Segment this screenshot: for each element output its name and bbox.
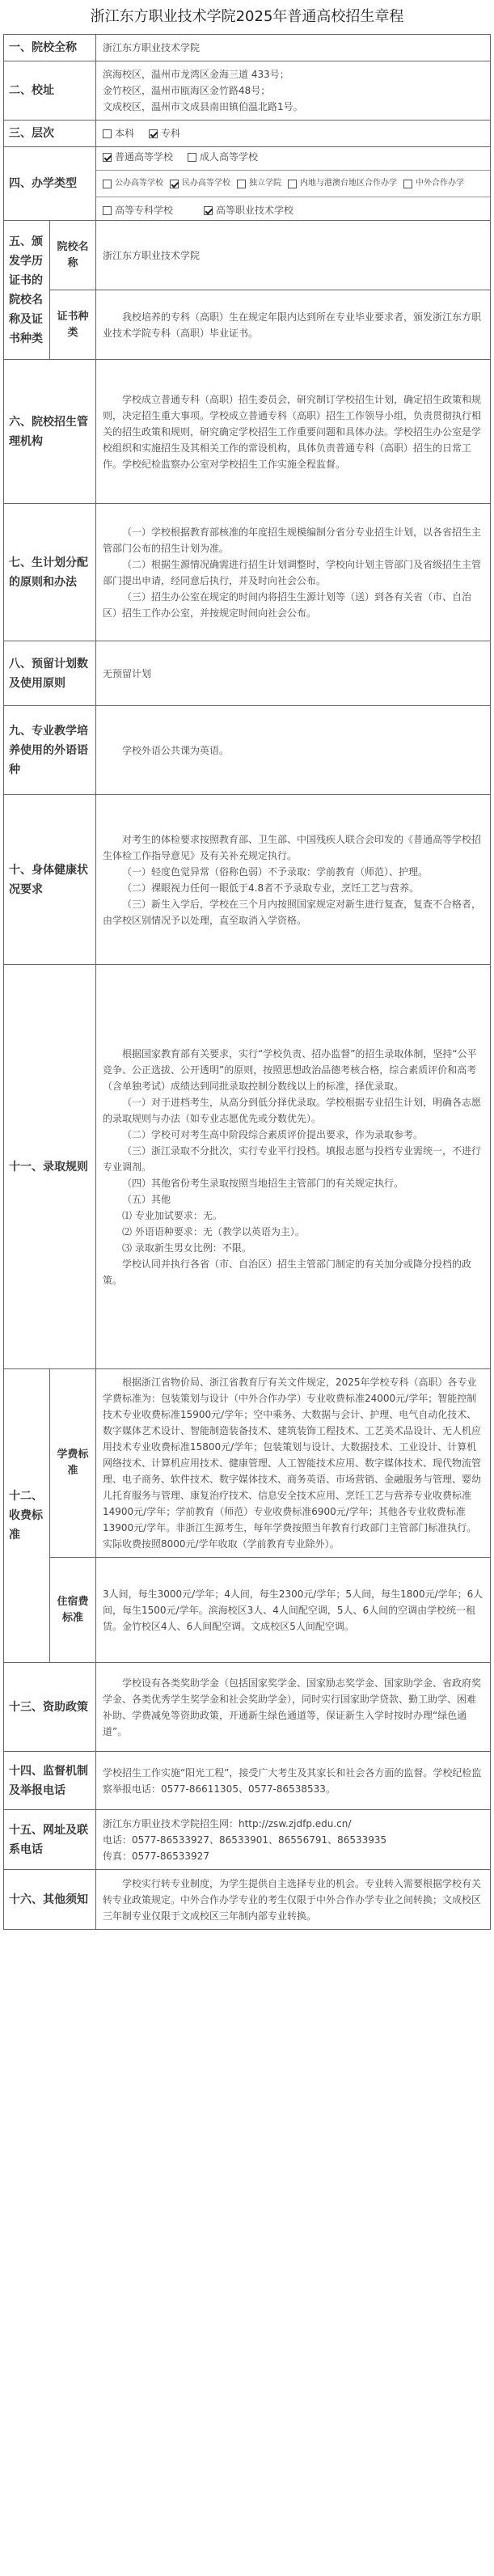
row-fees-lodging <box>4 1558 491 1663</box>
charter-table <box>3 34 491 1930</box>
checkbox-checked-icon <box>149 129 158 138</box>
label-plan: 七、生计划分配的原则和办法 <box>4 504 96 641</box>
label-type: 四、办学类型 <box>4 147 96 221</box>
label-level: 三、层次 <box>4 121 96 147</box>
row-cert-type <box>4 290 491 360</box>
row-level <box>4 121 491 147</box>
label-fees: 十二、收费标准 <box>4 1369 50 1663</box>
row-aid <box>4 1663 491 1752</box>
value-cert-type: 我校培养的专科（高职）生在规定年限内达到所在专业毕业要求者，颁发浙江东方职业技术学院专科（高职）毕业证书。 <box>96 290 491 360</box>
row-cert-name <box>4 221 491 290</box>
row-reserve <box>4 641 491 706</box>
value-supervision: 学校招生工作实施“阳光工程”，接受广大考生及其家长和社会各方面的监督。学校纪检监察举报电话：0577-86611305、0577-86538533。 <box>96 1752 491 1810</box>
checkbox-junior-college[interactable]: 专科 <box>149 125 180 142</box>
row-fees-tuition <box>4 1369 491 1558</box>
value-org: 学校成立普通专科（高职）招生委员会，研究制订学校招生计划，确定招生政策和规则，决定招生重大事项。学校成立普通专科（高职）招生工作领导小组，负责贯彻执行相关的招生政策和规则，研究确定学校招生工作重要问题和具体办法。学校招生办公室是学校组织和实施招生及其相关工作的常设机构，具体负责普通专科（高职）招生的日常工作。学校纪检监察办公室对学校招生工作实施全程监督。 <box>96 360 491 504</box>
row-school-name <box>4 35 491 61</box>
value-school-name: 浙江东方职业技术学院 <box>96 35 491 61</box>
value-plan: （一）学校根据教育部核准的年度招生规模编制分省分专业招生计划，以各省招生主管部门公布的招生计划为准。 （二）根据生源情况确需进行招生计划调整时，学校向计划主管部门及省级招生主管部门提出申请，经同意后执行，并及时向社会公布。 （三）招生办公室在规定的时间内将招生生源计划等（送）到各有关省（市、自治区）招生工作办公室，并按规定时间向社会公布。 <box>96 504 491 641</box>
label-health: 十、身体健康状况要求 <box>4 795 96 965</box>
checkbox-regular-hei[interactable]: 普通高等学校 <box>103 149 173 165</box>
row-health <box>4 795 491 965</box>
label-address: 二、校址 <box>4 61 96 121</box>
value-other: 学校实行转专业制度，为学生提供自主选择专业的机会。专业转入需要根据学校有关转专业政策规定。中外合作办学专业的考生仅限于中外合作办学专业之间转换；文成校区三年制专业仅限于文成校区三年制内部专业转换。 <box>96 1870 491 1930</box>
row-contact <box>4 1810 491 1870</box>
checkbox-sino-foreign[interactable]: 中外合作办学 <box>403 176 464 192</box>
address-line: 金竹校区，温州市瓯海区金竹路48号； <box>103 85 271 96</box>
checkbox-private[interactable]: 民办高等学校 <box>170 176 230 192</box>
label-lodging: 住宿费标准 <box>50 1558 96 1663</box>
label-cert-school: 院校名称 <box>50 221 96 290</box>
label-org: 六、院校招生管理机构 <box>4 360 96 504</box>
label-contact: 十五、网址及联系电话 <box>4 1810 96 1870</box>
divider <box>96 170 490 171</box>
page-title: 浙江东方职业技术学院2025年普通高校招生章程 <box>90 8 404 25</box>
checkbox-empty-icon <box>188 153 196 162</box>
label-tuition: 学费标准 <box>50 1369 96 1558</box>
address-line: 文成校区，温州市文成县南田镇伯温北路1号。 <box>103 101 303 112</box>
checkbox-empty-icon <box>103 180 112 188</box>
checkbox-public[interactable]: 公办高等学校 <box>103 176 163 192</box>
value-contact <box>96 1810 491 1870</box>
label-cert-type: 证书种类 <box>50 290 96 360</box>
checkbox-empty-icon <box>103 129 112 138</box>
checkbox-checked-icon <box>170 180 179 188</box>
value-type <box>96 147 491 221</box>
checkbox-independent[interactable]: 独立学院 <box>237 176 281 192</box>
label-supervision: 十四、监督机制及举报电话 <box>4 1752 96 1810</box>
checkbox-empty-icon <box>403 180 412 188</box>
contact-fax: 传真：0577-86533927 <box>103 1850 209 1862</box>
value-cert-school: 浙江东方职业技术学院 <box>96 221 491 290</box>
address-line: 滨海校区，温州市龙湾区金海三道 433号； <box>103 69 289 80</box>
label-other: 十六、其他须知 <box>4 1870 96 1930</box>
checkbox-checked-icon <box>204 206 213 215</box>
label-reserve: 八、预留计划数及使用原则 <box>4 641 96 706</box>
value-tuition: 根据浙江省物价局、浙江省教育厅有关文件规定，2025年学校专科（高职）各专业学费标准为：包装策划与设计（中外合作办学）专业收费标准24000元/学年；智能控制技术专业收费标准15900元/学年；空中乘务、大数据与会计、护理、电气自动化技术、数字媒体艺术设计、智能制造装备技术、建筑装饰工程技术、工艺美术品设计、无人机应用技术专业收费标准15800元/学年；包装策划与设计、大数据技术、工业设计、计算机网络技术、计算机应用技术、健康管理、人工智能技术应用、数字媒体技术、现代物流管理、电子商务、软件技术、数字媒体技术、商务英语、市场营销、金融服务与管理、婴幼儿托育服务与管理、康复治疗技术、信息安全技术应用、烹饪工艺与营养专业收费标准14900元/学年；学前教育（师范）专业收费标准6900元/学年；其他各专业收费标准13900元/学年。非浙江生源考生，每年学费按照当年教育行政部门主管部门标准执行。实际收费按照8000元/学年收取（学前教育专业除外）。 <box>96 1369 491 1558</box>
label-language: 九、专业教学培养使用的外语语种 <box>4 706 96 795</box>
row-address <box>4 61 491 121</box>
checkbox-empty-icon <box>103 206 112 215</box>
row-supervision <box>4 1752 491 1810</box>
checkbox-adult-hei[interactable]: 成人高等学校 <box>188 149 258 165</box>
value-admission: 根据国家教育部有关要求，实行“学校负责、招办监督”的招生录取体制，坚持“公平竞争、公正选拔、公开透明”的原则，按照思想政治品德考核合格，综合素质评价和高考（含单独考试）成绩达到同批录取控制分数线以上的标准，择优录取。 （一）对于进档考生，从高分到低分择优录取。学校根据专业招生计划，明确各志愿的录取规则与办法（如专业志愿优先或分数优先）。 （二）学校可对考生高中阶段综合素质评价提出要求，作为录取参考。 （三）浙江录取不分批次，实行专业平行投档。填报志愿与投档专业需统一，不进行专业调剂。 （四）其他省份考生录取按照当地招生主管部门的有关规定执行。 （五）其他 ⑴ 专业加试要求：无。 ⑵ 外语语种要求：无（教学以英语为主）。 ⑶ 录取新生男女比例：不限。 学校认同并执行各省（市、自治区）招生主管部门制定的有关加分或降分投档的政策。 <box>96 965 491 1369</box>
label-school-name: 一、院校全称 <box>4 35 96 61</box>
value-address <box>96 61 491 121</box>
contact-website[interactable]: 浙江东方职业技术学院招生网：http://zsw.zjdfp.edu.cn/ <box>103 1817 352 1829</box>
checkbox-checked-icon <box>103 153 112 162</box>
checkbox-undergraduate[interactable]: 本科 <box>103 125 134 142</box>
checkbox-empty-icon <box>288 180 297 188</box>
value-lodging: 3人间，每生3000元/学年；4人间，每生2300元/学年；5人间，每生1800元/学年；6人间，每生1500元/学年。滨海校区3人、4人间配空调，5人、6人间的空调由学校统一租赁。金竹校区4人、6人间配空调。文成校区5人间配空调。 <box>96 1558 491 1663</box>
value-health: 对考生的体检要求按照教育部、卫生部、中国残疾人联合会印发的《普通高等学校招生体检工作指导意见》及有关补充规定执行。 （一）轻度色觉异常（俗称色弱）不予录取：学前教育（师范）、护理。 （二）裸眼视力任何一眼低于4.8者不予录取专业，烹饪工艺与营养。 （三）新生入学后，学校在三个月内按照国家规定对新生进行复查，复查不合格者，由学校区别情况予以处理，直至取消入学资格。 <box>96 795 491 965</box>
label-cert: 五、颁发学历证书的院校名称及证书种类 <box>4 221 50 360</box>
value-language: 学校外语公共课为英语。 <box>96 706 491 795</box>
checkbox-hkmt-coop[interactable]: 内地与港澳台地区合作办学 <box>288 176 397 192</box>
contact-phone: 电话：0577-86533927、86533901、86556791、86533935 <box>103 1834 387 1846</box>
row-language <box>4 706 491 795</box>
value-level <box>96 121 491 147</box>
row-other <box>4 1870 491 1930</box>
checkbox-specialized-college[interactable]: 高等专科学校 <box>103 202 173 218</box>
row-plan <box>4 504 491 641</box>
row-type <box>4 147 491 221</box>
value-reserve: 无预留计划 <box>96 641 491 706</box>
checkbox-vocational-college[interactable]: 高等职业技术学校 <box>204 202 293 218</box>
label-admission: 十一、录取规则 <box>4 965 96 1369</box>
value-aid: 学校设有各类奖助学金（包括国家奖学金、国家励志奖学金、国家助学金、省政府奖学金、各类优秀学生奖学金和社会奖助学金），同时实行国家助学贷款、勤工助学、困难补助、学费减免等资助政策，开通新生绿色通道等，保证新生入学时按时办理“绿色通道”。 <box>96 1663 491 1752</box>
checkbox-empty-icon <box>237 180 246 188</box>
label-aid: 十三、资助政策 <box>4 1663 96 1752</box>
row-admission <box>4 965 491 1369</box>
row-org <box>4 360 491 504</box>
